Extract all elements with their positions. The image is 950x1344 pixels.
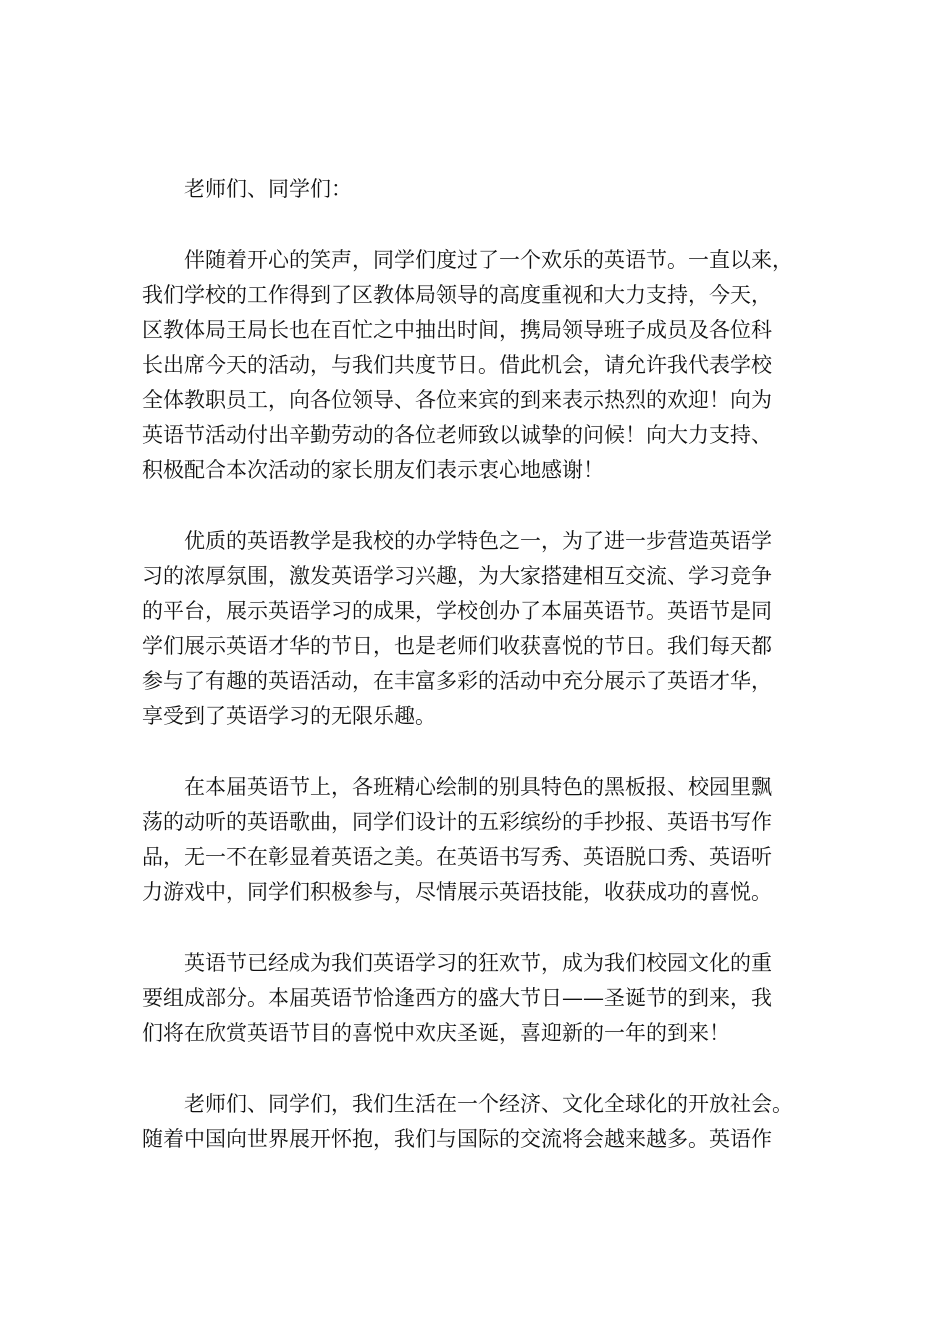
document-body [142, 172, 842, 1157]
paragraph-line: 要组成部分。本届英语节恰逢西方的盛大节日——圣诞节的到来，我 [142, 986, 772, 1010]
paragraph-line: 英语节活动付出辛勤劳动的各位老师致以诚挚的问候！向大力支持、 [142, 423, 772, 447]
paragraph-4 [142, 946, 842, 1051]
paragraph-line: 英语节已经成为我们英语学习的狂欢节，成为我们校园文化的重 [184, 951, 772, 975]
paragraph-2 [142, 524, 842, 734]
paragraph-1 [142, 243, 842, 488]
paragraph-line: 们将在欣赏英语节目的喜悦中欢庆圣诞，喜迎新的一年的到来！ [142, 1021, 730, 1045]
paragraph-line: 我们学校的工作得到了区教体局领导的高度重视和大力支持，今天， [142, 283, 772, 307]
paragraph-line: 全体教职员工，向各位领导、各位来宾的到来表示热烈的欢迎！向为 [142, 388, 772, 412]
paragraph-line: 学们展示英语才华的节日，也是老师们收获喜悦的节日。我们每天都 [142, 634, 772, 658]
paragraph-line: 参与了有趣的英语活动，在丰富多彩的活动中充分展示了英语才华， [142, 669, 772, 693]
paragraph-line: 伴随着开心的笑声，同学们度过了一个欢乐的英语节。一直以来， [184, 248, 793, 272]
paragraph-gap [142, 207, 842, 243]
paragraph-line: 老师们、同学们，我们生活在一个经济、文化全球化的开放社会。 [184, 1092, 793, 1116]
paragraph-line: 在本届英语节上，各班精心绘制的别具特色的黑板报、校园里飘 [184, 775, 772, 799]
paragraph-line: 随着中国向世界展开怀抱，我们与国际的交流将会越来越多。英语作 [142, 1127, 772, 1151]
paragraph-3 [142, 770, 842, 910]
paragraph-line: 积极配合本次活动的家长朋友们表示衷心地感谢！ [142, 458, 604, 482]
paragraph-line: 习的浓厚氛围，激发英语学习兴趣，为大家搭建相互交流、学习竞争 [142, 564, 772, 588]
paragraph-5 [142, 1087, 842, 1157]
paragraph-line: 的平台，展示英语学习的成果，学校创办了本届英语节。英语节是同 [142, 599, 772, 623]
paragraph-line: 享受到了英语学习的无限乐趣。 [142, 704, 436, 728]
paragraph-gap [142, 734, 842, 770]
paragraph-line: 品，无一不在彰显着英语之美。在英语书写秀、英语脱口秀、英语听 [142, 845, 772, 869]
paragraph-gap [142, 1051, 842, 1087]
paragraph-gap [142, 488, 842, 524]
paragraph-line: 区教体局王局长也在百忙之中抽出时间，携局领导班子成员及各位科 [142, 318, 772, 342]
paragraph-gap [142, 910, 842, 946]
paragraph-line: 力游戏中，同学们积极参与，尽情展示英语技能，收获成功的喜悦。 [142, 880, 772, 904]
paragraph-line: 长出席今天的活动，与我们共度节日。借此机会，请允许我代表学校 [142, 353, 772, 377]
paragraph-line: 优质的英语教学是我校的办学特色之一，为了进一步营造英语学 [184, 529, 772, 553]
greeting: 老师们、同学们： [184, 177, 352, 201]
paragraph-line: 荡的动听的英语歌曲，同学们设计的五彩缤纷的手抄报、英语书写作 [142, 810, 772, 834]
